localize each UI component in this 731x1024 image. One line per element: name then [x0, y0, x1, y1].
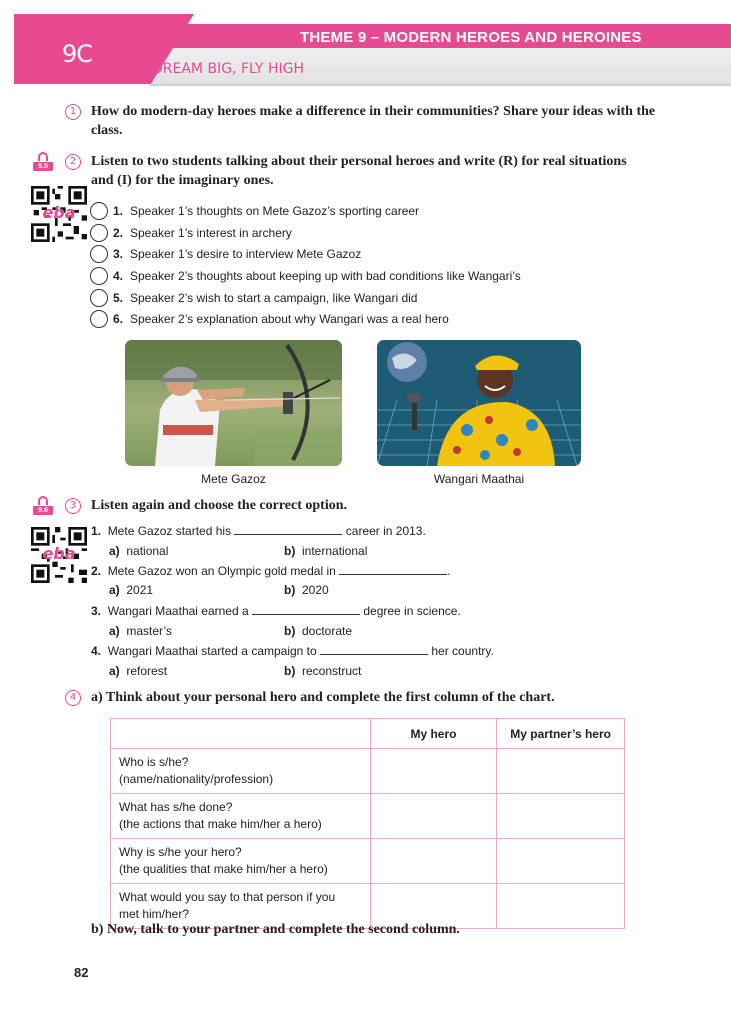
partner-hero-cell[interactable] — [497, 794, 625, 839]
audio-badge-9-5[interactable] — [33, 152, 53, 171]
audio-badge-9-6[interactable] — [33, 496, 53, 515]
answer-blank[interactable] — [320, 645, 428, 655]
option-a[interactable]: a) 2021 — [109, 583, 154, 597]
option-b[interactable]: b) reconstruct — [284, 664, 362, 678]
svg-text:eba: eba — [42, 544, 76, 563]
audio-track-label: 9.5 — [33, 162, 53, 171]
photo-wangari-maathai — [377, 340, 581, 466]
audio-track-label: 9.6 — [33, 506, 53, 515]
hero-chart — [110, 718, 625, 929]
ex3-question: 4. Wangari Maathai started a campaign to her country. — [91, 644, 494, 658]
my-hero-cell[interactable] — [370, 749, 497, 794]
option-b[interactable]: b) 2020 — [284, 583, 329, 597]
unit-code: 9C — [62, 40, 93, 68]
lesson-subtitle: DREAM BIG, FLY HIGH — [152, 61, 304, 77]
partner-hero-cell[interactable] — [497, 749, 625, 794]
table-header-partner-hero: My partner’s hero — [497, 719, 625, 749]
my-hero-cell[interactable] — [370, 839, 497, 884]
ex3-question: 2. Mete Gazoz won an Olympic gold medal in . — [91, 564, 451, 578]
qr-code-icon[interactable] — [31, 527, 87, 583]
photo-mete-gazoz — [125, 340, 342, 466]
answer-circle[interactable] — [90, 202, 108, 220]
table-row — [111, 794, 625, 839]
ex4-part-b: b) Now, talk to your partner and complete the second column. — [91, 922, 460, 937]
ex1-question: How do modern-day heroes make a difference in their communities? Share your ideas with the class. — [91, 104, 656, 138]
table-row — [111, 839, 625, 884]
header-divider — [150, 84, 731, 86]
answer-circle[interactable] — [90, 245, 108, 263]
exercise-number-1: 1 — [65, 104, 81, 120]
exercise-number-3: 3 — [65, 498, 81, 514]
caption-mete-gazoz: Mete Gazoz — [201, 472, 266, 486]
headphones-icon — [38, 496, 48, 505]
ex2-instruction: Listen to two students talking about their personal heroes and write (R) for real situations and (I) for the imaginary ones. — [91, 154, 627, 188]
svg-text:eba: eba — [42, 203, 76, 222]
exercise-number-4: 4 — [65, 690, 81, 706]
table-header-empty — [111, 719, 371, 749]
row-label: Who is s/he? (name/nationality/profession) — [111, 749, 371, 794]
answer-circle[interactable] — [90, 289, 108, 307]
caption-wangari-maathai: Wangari Maathai — [433, 472, 525, 486]
answer-blank[interactable] — [252, 605, 360, 615]
option-a[interactable]: a) reforest — [109, 664, 168, 678]
table-header-my-hero: My hero — [370, 719, 497, 749]
theme-title: THEME 9 – MODERN HEROES AND HEROINES — [300, 29, 642, 46]
exercise-number-2: 2 — [65, 154, 81, 170]
headphones-icon — [38, 152, 48, 161]
answer-circle[interactable] — [90, 310, 108, 328]
my-hero-cell[interactable] — [370, 794, 497, 839]
ex3-question: 3. Wangari Maathai earned a degree in science. — [91, 604, 461, 618]
row-label: Why is s/he your hero? (the qualities that make him/her a hero) — [111, 839, 371, 884]
row-label: What has s/he done? (the actions that make him/her a hero) — [111, 794, 371, 839]
option-a[interactable]: a) national — [109, 544, 169, 558]
ex4-part-a: a) Think about your personal hero and complete the first column of the chart. — [91, 690, 555, 705]
option-b[interactable]: b) doctorate — [284, 624, 353, 638]
answer-circle[interactable] — [90, 224, 108, 242]
answer-blank[interactable] — [339, 565, 447, 575]
option-b[interactable]: b) international — [284, 544, 368, 558]
partner-hero-cell[interactable] — [497, 839, 625, 884]
table-row — [111, 749, 625, 794]
option-a[interactable]: a) master’s — [109, 624, 172, 638]
ex3-question: 1. Mete Gazoz started his career in 2013. — [91, 524, 426, 538]
page-number: 82 — [74, 965, 89, 980]
answer-blank[interactable] — [234, 525, 342, 535]
ex3-instruction: Listen again and choose the correct option. — [91, 498, 348, 513]
row-label: What would you say to that person if you met him/her? — [111, 884, 371, 929]
qr-code-icon[interactable] — [31, 186, 87, 242]
answer-circle[interactable] — [90, 267, 108, 285]
